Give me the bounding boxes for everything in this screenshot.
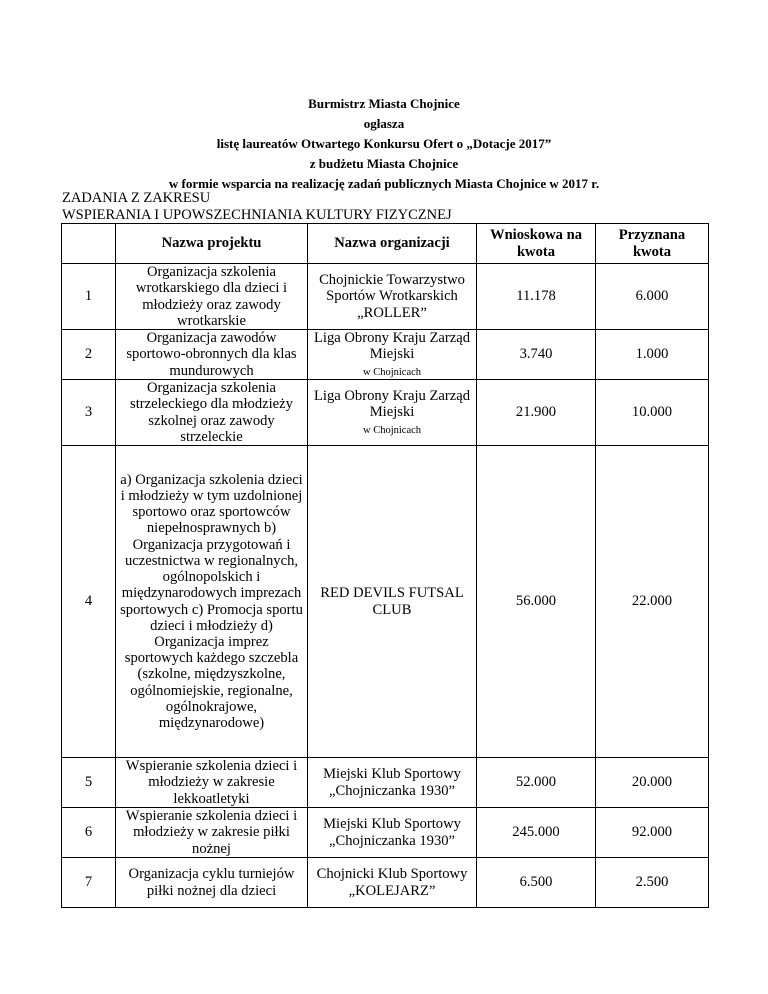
column-header-organization: Nazwa organizacji — [308, 224, 477, 264]
row-project: Wspieranie szkolenia dzieci i młodzieży w zakresie piłki nożnej — [116, 808, 308, 858]
section-title — [62, 190, 452, 224]
row-organization: Miejski Klub Sportowy „Chojniczanka 1930” — [308, 758, 477, 808]
row-granted-amount: 22.000 — [596, 446, 709, 758]
row-project: Organizacja zawodów sportowo-obronnych dla klas mundurowych — [116, 330, 308, 380]
row-granted-amount: 20.000 — [596, 758, 709, 808]
row-organization-city: w Chojnicach — [362, 424, 422, 436]
row-organization — [308, 380, 477, 446]
row-granted-amount: 1.000 — [596, 330, 709, 380]
table-row — [62, 264, 709, 330]
row-granted-amount: 6.000 — [596, 264, 709, 330]
row-requested-amount: 6.500 — [477, 858, 596, 908]
row-requested-amount: 3.740 — [477, 330, 596, 380]
column-header-granted: Przyznana kwota — [596, 224, 709, 264]
header-line-announces: ogłasza — [363, 116, 405, 131]
row-organization: Miejski Klub Sportowy „Chojniczanka 1930” — [308, 808, 477, 858]
row-lp: 6 — [62, 808, 116, 858]
row-organization: RED DEVILS FUTSAL CLUB — [308, 446, 477, 758]
table-row — [62, 808, 709, 858]
table-row — [62, 380, 709, 446]
section-title-line2: WSPIERANIA I UPOWSZECHNIANIA KULTURY FIZYCZNEJ — [62, 207, 452, 223]
row-lp: 4 — [62, 446, 116, 758]
row-organization-name: Liga Obrony Kraju Zarząd Miejski — [313, 388, 470, 421]
row-granted-amount: 10.000 — [596, 380, 709, 446]
row-project: Wspieranie szkolenia dzieci i młodzieży w zakresie lekkoatletyki — [116, 758, 308, 808]
table-row — [62, 446, 709, 758]
table-row — [62, 858, 709, 908]
laureates-table — [61, 223, 709, 908]
row-project: Organizacja szkolenia strzeleckiego dla młodzieży szkolnej oraz zawody strzeleckie — [116, 380, 308, 446]
header-line-budget: z budżetu Miasta Chojnice — [309, 156, 459, 171]
row-lp: 3 — [62, 380, 116, 446]
row-requested-amount: 21.900 — [477, 380, 596, 446]
table-row — [62, 330, 709, 380]
row-project: a) Organizacja szkolenia dzieci i młodzieży w tym uzdolnionej sportowo oraz sportowców niepełnosprawnych b) Organizacja przygotowań i uczestnictwa w regionalnych, ogólnopolskich i międzynarodowych imprezach sportowych c) Promocja sportu dzieci i młodzieży d) Organizacja imprez sportowych każdego szczebla (szkolne, międzyszkolne, ogólnomiejskie, regionalne, ogólnokrajowe, międzynarodowe) — [116, 446, 308, 758]
row-project: Organizacja szkolenia wrotkarskiego dla dzieci i młodzieży oraz zawody wrotkarskie — [116, 264, 308, 330]
header-line-laureates: listę laureatów Otwartego Konkursu Ofert o „Dotacje 2017” — [216, 136, 552, 151]
column-header-requested: Wnioskowa na kwota — [477, 224, 596, 264]
row-organization — [308, 330, 477, 380]
row-requested-amount: 56.000 — [477, 446, 596, 758]
header-line-purpose: w formie wsparcia na realizację zadań publicznych Miasta Chojnice w 2017 r. — [168, 176, 600, 191]
row-organization: Chojnicki Klub Sportowy „KOLEJARZ” — [308, 858, 477, 908]
section-title-line1: ZADANIA Z ZAKRESU — [62, 190, 211, 206]
column-header-project: Nazwa projektu — [116, 224, 308, 264]
row-granted-amount: 92.000 — [596, 808, 709, 858]
column-header-lp — [62, 224, 116, 264]
row-organization: Chojnickie Towarzystwo Sportów Wrotkarskich „ROLLER” — [308, 264, 477, 330]
row-requested-amount: 52.000 — [477, 758, 596, 808]
row-requested-amount: 245.000 — [477, 808, 596, 858]
header-line-mayor: Burmistrz Miasta Chojnice — [308, 96, 460, 111]
row-requested-amount: 11.178 — [477, 264, 596, 330]
row-lp: 1 — [62, 264, 116, 330]
row-granted-amount: 2.500 — [596, 858, 709, 908]
row-lp: 5 — [62, 758, 116, 808]
row-organization-city: w Chojnicach — [362, 366, 422, 378]
row-lp: 2 — [62, 330, 116, 380]
row-lp: 7 — [62, 858, 116, 908]
row-organization-name: Liga Obrony Kraju Zarząd Miejski — [313, 330, 470, 363]
table-row — [62, 758, 709, 808]
row-project: Organizacja cyklu turniejów piłki nożnej dla dzieci — [116, 858, 308, 908]
announcement-header — [0, 94, 768, 194]
table-header-row — [62, 224, 709, 264]
